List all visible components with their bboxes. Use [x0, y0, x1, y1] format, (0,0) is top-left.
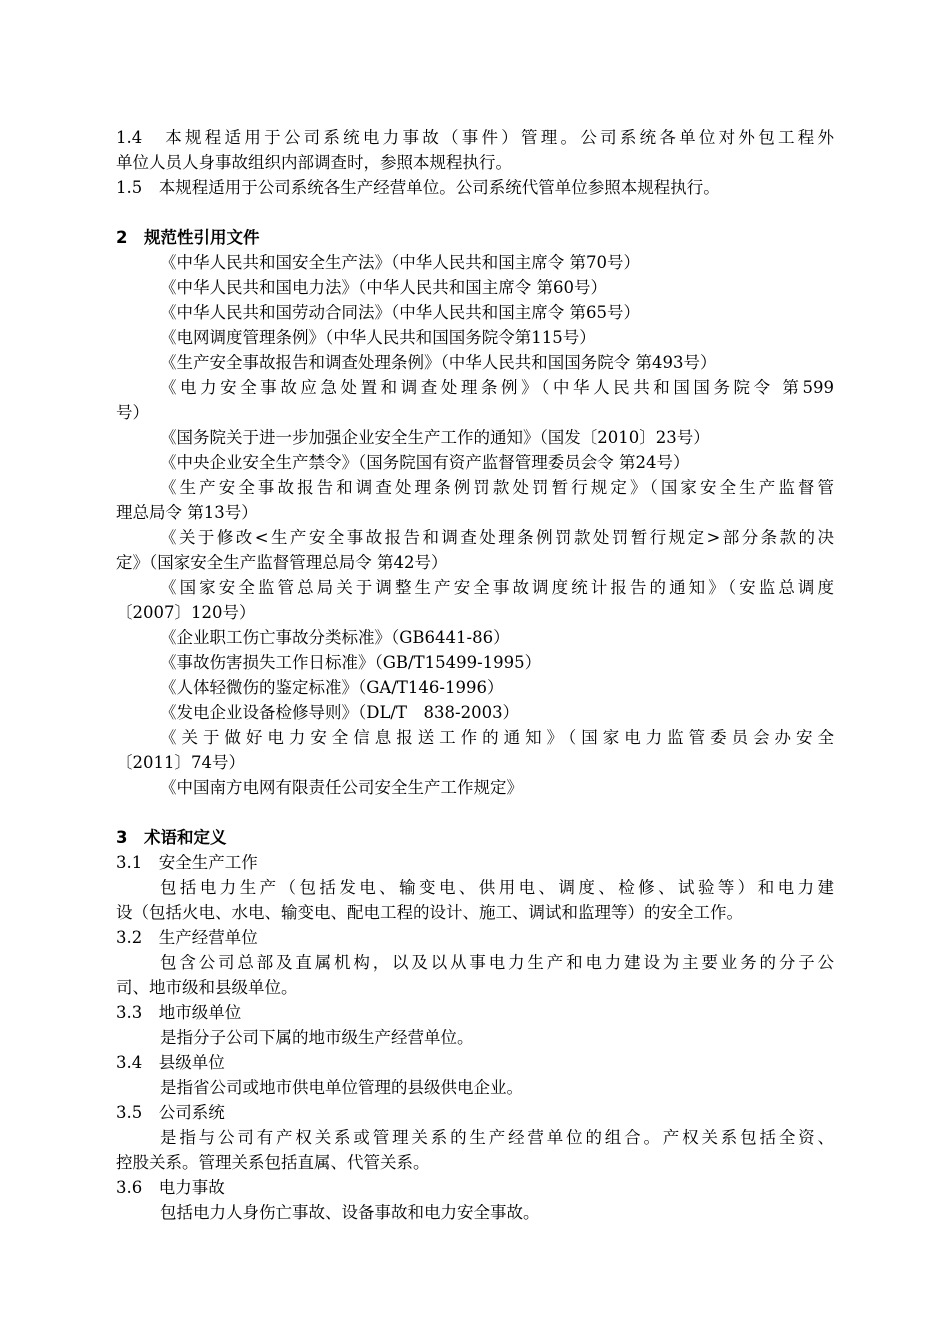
section-3-heading: 3 术语和定义	[116, 828, 227, 847]
reference-item-continuation: 定》（国家安全生产监督管理总局令 第42号）	[116, 553, 448, 572]
reference-item-continuation: 〔2007〕120号）	[116, 603, 256, 622]
term-3-6-def: 包括电力人身伤亡事故、设备事故和电力安全事故。	[160, 1203, 540, 1222]
reference-item: 《电力安全事故应急处置和调查处理条例》（中华人民共和国国务院令 第599	[160, 378, 834, 397]
term-3-2-title: 3.2 生产经营单位	[116, 928, 258, 947]
reference-item: 《中华人民共和国劳动合同法》（中华人民共和国主席令 第65号）	[160, 303, 640, 322]
reference-item: 《事故伤害损失工作日标准》（GB/T15499-1995）	[160, 653, 542, 672]
clause-1-4-line-1: 1.4 本规程适用于公司系统电力事故（事件）管理。公司系统各单位对外包工程外	[116, 128, 834, 147]
reference-item-continuation: 〔2011〕74号）	[116, 753, 245, 772]
reference-item-continuation: 号）	[116, 403, 149, 422]
reference-item: 《企业职工伤亡事故分类标准》（GB6441-86）	[160, 628, 510, 647]
reference-item: 《人体轻微伤的鉴定标准》（GA/T146-1996）	[160, 678, 504, 697]
term-3-5-def-line-1: 是指与公司有产权关系或管理关系的生产经营单位的组合。产权关系包括全资、	[160, 1128, 834, 1147]
term-3-1-def-line-2: 设（包括火电、水电、输变电、配电工程的设计、施工、调试和监理等）的安全工作。	[116, 903, 743, 922]
term-3-2-def-line-2: 司、地市级和县级单位。	[116, 978, 298, 997]
clause-1-4-line-2: 单位人员人身事故组织内部调查时，参照本规程执行。	[116, 153, 512, 172]
term-3-1-def-line-1: 包括电力生产（包括发电、输变电、供用电、调度、检修、试验等）和电力建	[160, 878, 834, 897]
reference-item: 《生产安全事故报告和调查处理条例》（中华人民共和国国务院令 第493号）	[160, 353, 717, 372]
term-3-4-def: 是指省公司或地市供电单位管理的县级供电企业。	[160, 1078, 523, 1097]
reference-item: 《国家安全监管总局关于调整生产安全事故调度统计报告的通知》（安监总调度	[160, 578, 834, 597]
reference-item-continuation: 理总局令 第13号）	[116, 503, 258, 522]
reference-item: 《电网调度管理条例》（中华人民共和国国务院令第115号）	[160, 328, 596, 347]
reference-item: 《中华人民共和国电力法》（中华人民共和国主席令 第60号）	[160, 278, 607, 297]
term-3-5-def-line-2: 控股关系。管理关系包括直属、代管关系。	[116, 1153, 430, 1172]
reference-item: 《关于做好电力安全信息报送工作的通知》（国家电力监管委员会办安全	[160, 728, 834, 747]
term-3-2-def-line-1: 包含公司总部及直属机构，以及以从事电力生产和电力建设为主要业务的分子公	[160, 953, 834, 972]
term-3-5-title: 3.5 公司系统	[116, 1103, 225, 1122]
reference-item: 《生产安全事故报告和调查处理条例罚款处罚暂行规定》（国家安全生产监督管	[160, 478, 834, 497]
term-3-4-title: 3.4 县级单位	[116, 1053, 225, 1072]
term-3-6-title: 3.6 电力事故	[116, 1178, 225, 1197]
term-3-1-title: 3.1 安全生产工作	[116, 853, 258, 872]
term-3-3-title: 3.3 地市级单位	[116, 1003, 242, 1022]
reference-item: 《中央企业安全生产禁令》（国务院国有资产监督管理委员会令 第24号）	[160, 453, 690, 472]
reference-item: 《发电企业设备检修导则》（DL/T 838-2003）	[160, 703, 520, 722]
term-3-3-def: 是指分子公司下属的地市级生产经营单位。	[160, 1028, 474, 1047]
reference-item: 《中华人民共和国安全生产法》（中华人民共和国主席令 第70号）	[160, 253, 640, 272]
document-body	[116, 125, 834, 1225]
reference-item: 《国务院关于进一步加强企业安全生产工作的通知》（国发〔2010〕23号）	[160, 428, 710, 447]
reference-item: 《关于修改<生产安全事故报告和调查处理条例罚款处罚暂行规定>部分条款的决	[160, 528, 834, 547]
reference-item: 《中国南方电网有限责任公司安全生产工作规定》	[160, 778, 523, 797]
clause-1-5: 1.5 本规程适用于公司系统各生产经营单位。公司系统代管单位参照本规程执行。	[116, 178, 720, 197]
section-2-heading: 2 规范性引用文件	[116, 228, 260, 247]
